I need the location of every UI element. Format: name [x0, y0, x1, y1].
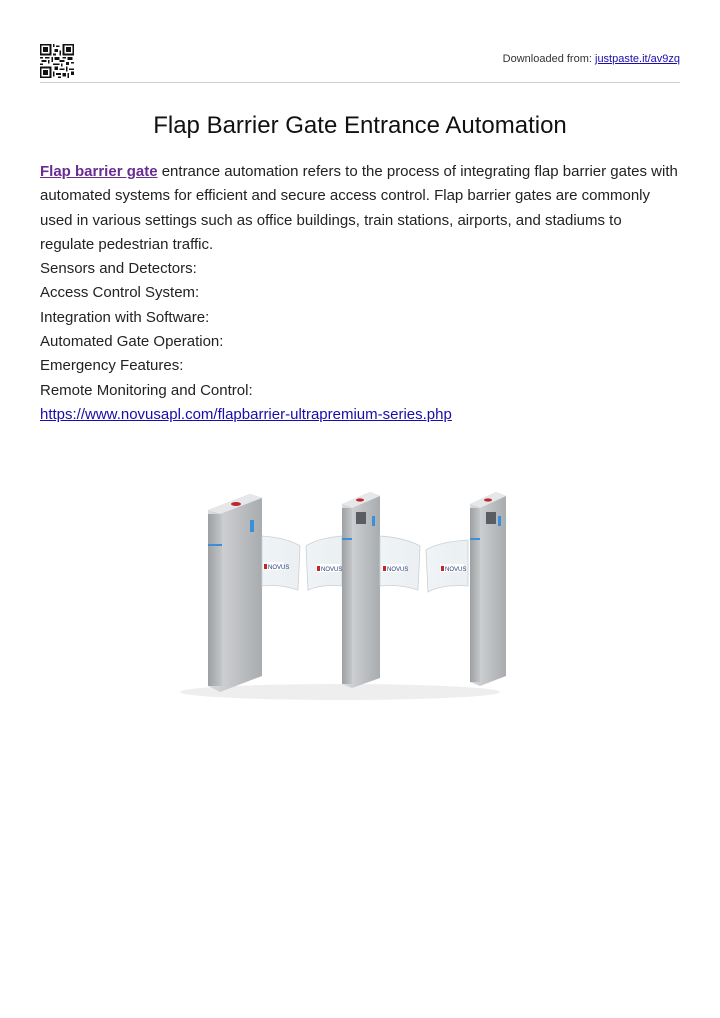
- page-title: Flap Barrier Gate Entrance Automation: [153, 112, 567, 139]
- brand-text: NOVUS: [387, 567, 409, 573]
- flap-barrier-image: [170, 480, 520, 710]
- product-url-link[interactable]: https://www.novusapl.com/flapbarrier-ultrapremium-series.php: [40, 405, 452, 423]
- brand-text: NOVUS: [321, 567, 343, 573]
- list-item: Automated Gate Operation:: [40, 333, 224, 351]
- gate-cabinet-center: [342, 492, 380, 688]
- downloaded-from: [503, 53, 680, 65]
- list-item: Integration with Software:: [40, 308, 210, 326]
- qr-code-icon: [40, 44, 74, 78]
- gate-cabinet-left: [208, 494, 262, 692]
- list-item: Emergency Features:: [40, 357, 184, 375]
- page-header: [40, 44, 680, 83]
- intro-paragraph: [40, 160, 680, 257]
- keyword-link[interactable]: Flap barrier gate: [40, 163, 158, 180]
- intro-text: entrance automation refers to the process of integrating flap barrier gates with automated systems for efficient and secure access control. Flap barrier gates are commonly used in various settings such as office buildings, train stations, airports, and stadiums to regulate pedestrian traffic.: [40, 163, 678, 253]
- brand-text: NOVUS: [268, 565, 290, 571]
- source-link[interactable]: justpaste.it/av9zq: [595, 53, 680, 65]
- list-item: Access Control System:: [40, 284, 200, 302]
- brand-text: NOVUS: [445, 567, 467, 573]
- list-item: Remote Monitoring and Control:: [40, 381, 253, 399]
- article-body: [40, 160, 680, 427]
- gate-cabinet-right: [470, 492, 506, 686]
- list-item: Sensors and Detectors:: [40, 260, 197, 278]
- downloaded-label: Downloaded from:: [502, 53, 592, 65]
